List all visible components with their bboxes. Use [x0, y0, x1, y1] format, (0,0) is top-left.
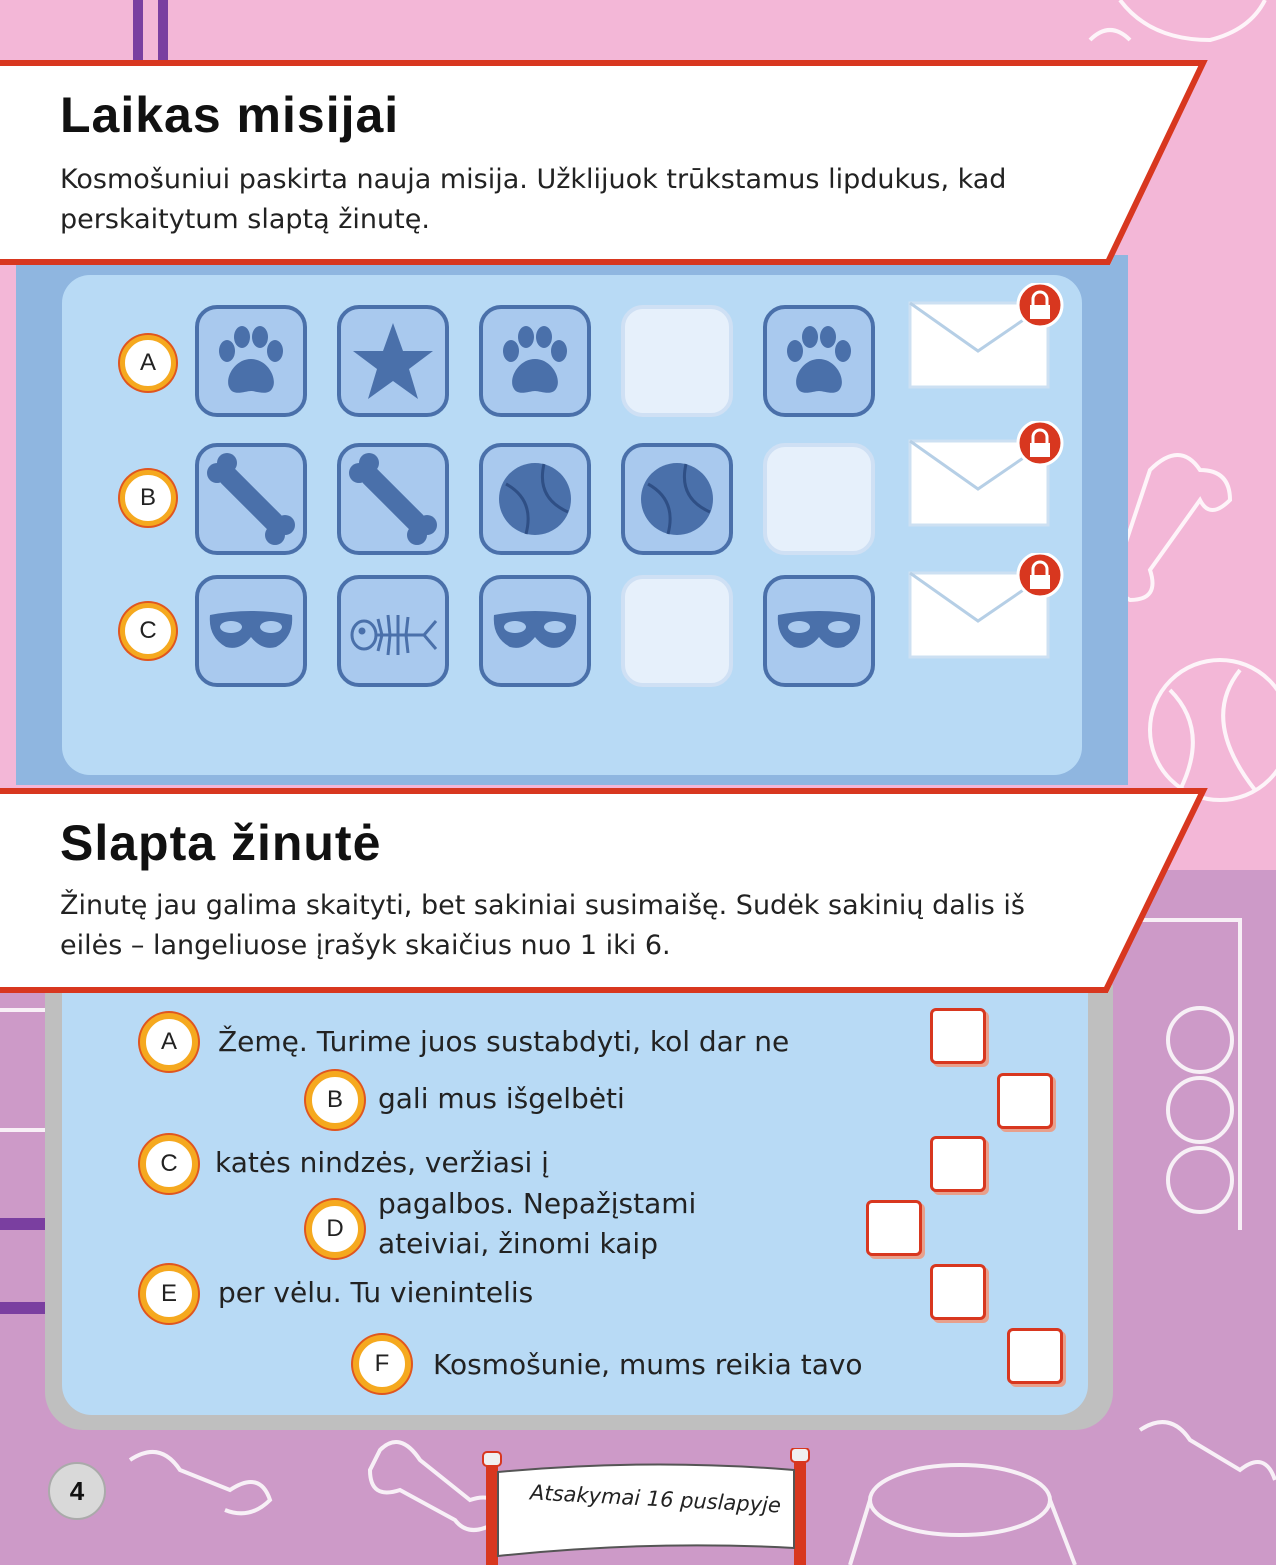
sentence-text-e: per vėlu. Tu vienintelis	[218, 1276, 534, 1309]
sticker-tile-bone	[337, 443, 449, 555]
sentence-text-b: gali mus išgelbėti	[378, 1082, 625, 1115]
row-badge-c: C	[120, 603, 176, 659]
sentence-text-c: katės nindzės, veržiasi į	[215, 1146, 549, 1179]
answers-note: Atsakymai 16 puslapyje	[529, 1480, 782, 1518]
locked-envelope-icon	[908, 283, 1048, 379]
mask-icon	[206, 607, 296, 655]
page-number: 4	[48, 1462, 106, 1520]
sticker-tile-mask	[195, 575, 307, 687]
answer-box-c[interactable]	[930, 1136, 986, 1192]
sticker-tile-paw	[479, 305, 591, 417]
sentence-badge-b: B	[306, 1071, 364, 1129]
sticker-tile-paw	[195, 305, 307, 417]
sticker-tile-bone	[195, 443, 307, 555]
section2-instructions: Žinutę jau galima skaityti, bet sakiniai susimaišę. Sudėk sakinių dalis iš eilės – langeliuose įrašyk skaičius nuo 1 iki 6.	[60, 890, 1025, 961]
section2-title: Slapta žinutė	[60, 815, 382, 871]
mask-icon	[490, 607, 580, 655]
sticker-tile-fishbone	[337, 575, 449, 687]
sticker-tile-paw	[763, 305, 875, 417]
sticker-tile-mask	[479, 575, 591, 687]
star-icon	[351, 321, 435, 401]
section1-instructions: Kosmošuniui paskirta nauja misija. Užklijuok trūkstamus lipdukus, kad perskaitytum slaptą žinutę.	[60, 164, 1007, 235]
sticker-tile-star	[337, 305, 449, 417]
locked-envelope-icon	[908, 553, 1048, 649]
bone-icon	[347, 453, 439, 545]
sticker-tile-mask	[763, 575, 875, 687]
empty-sticker-slot[interactable]	[763, 443, 875, 555]
answer-box-e[interactable]	[930, 1264, 986, 1320]
answer-box-a[interactable]	[930, 1008, 986, 1064]
sentence-badge-f: F	[353, 1335, 411, 1393]
fishbone-icon	[348, 601, 438, 661]
ball-icon	[496, 460, 574, 538]
answer-box-f[interactable]	[1007, 1328, 1063, 1384]
sentence-text-d-line1: pagalbos. Nepažįstami	[378, 1187, 697, 1220]
paw-icon	[779, 325, 859, 397]
section1-banner	[0, 60, 1276, 265]
paw-icon	[495, 325, 575, 397]
sticker-tile-ball	[621, 443, 733, 555]
ball-icon	[638, 460, 716, 538]
mask-icon	[774, 607, 864, 655]
sentence-text-a: Žemę. Turime juos sustabdyti, kol dar ne	[218, 1025, 790, 1058]
answer-box-b[interactable]	[997, 1073, 1053, 1129]
sentence-badge-c: C	[140, 1135, 198, 1193]
row-badge-a: A	[120, 335, 176, 391]
empty-sticker-slot[interactable]	[621, 305, 733, 417]
section2-banner	[0, 788, 1276, 993]
answer-box-d[interactable]	[866, 1200, 922, 1256]
sentence-badge-a: A	[140, 1013, 198, 1071]
row-badge-b: B	[120, 470, 176, 526]
bone-icon	[205, 453, 297, 545]
section1-title: Laikas misijai	[60, 87, 400, 143]
empty-sticker-slot[interactable]	[621, 575, 733, 687]
sticker-tile-ball	[479, 443, 591, 555]
sentence-text-d-line2: ateiviai, žinomi kaip	[378, 1227, 658, 1260]
sentence-text-f: Kosmošunie, mums reikia tavo	[433, 1348, 863, 1381]
locked-envelope-icon	[908, 421, 1048, 517]
sentence-badge-d: D	[306, 1200, 364, 1258]
paw-icon	[211, 325, 291, 397]
sentence-badge-e: E	[140, 1265, 198, 1323]
